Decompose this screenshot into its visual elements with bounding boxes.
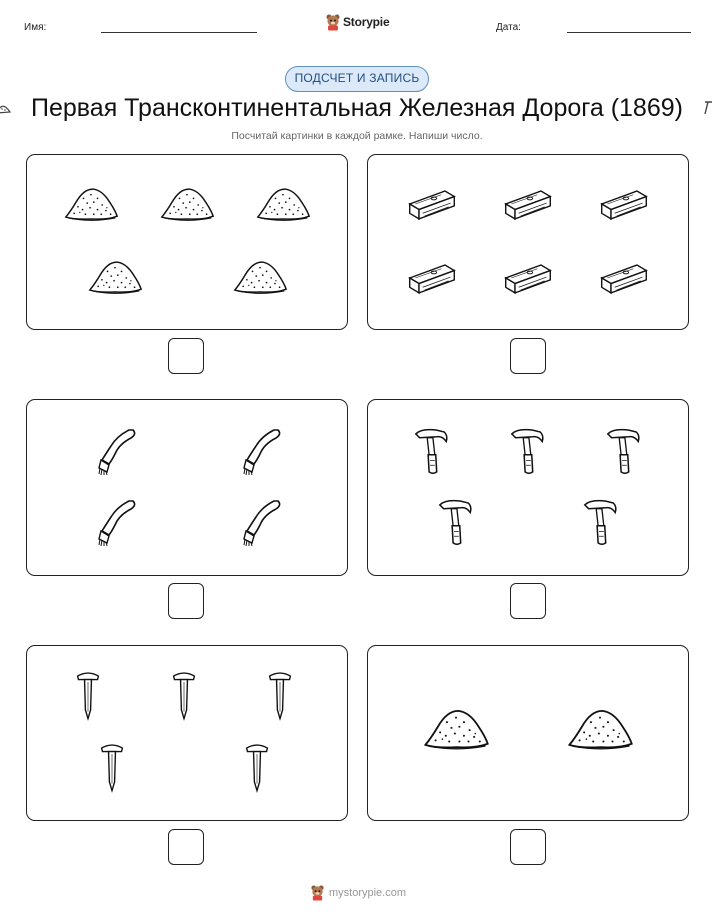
railroad-spike-icon <box>267 668 293 724</box>
date-line[interactable] <box>567 32 691 33</box>
gravel-pile-icon <box>566 706 634 752</box>
hammer-icon <box>436 497 474 547</box>
answer-box-1[interactable] <box>168 338 204 374</box>
name-line[interactable] <box>101 32 257 33</box>
wooden-tie-icon <box>598 185 650 223</box>
gravel-pile-icon <box>255 185 311 223</box>
wooden-tie-icon <box>598 259 650 297</box>
count-panel-gravel-2 <box>367 645 689 821</box>
wooden-tie-icon <box>406 259 458 297</box>
railroad-spike-icon <box>75 668 101 724</box>
logo-text: Storypie <box>343 15 390 29</box>
footer <box>310 884 406 901</box>
gravel-pile-icon <box>422 706 490 752</box>
gravel-pile-icon <box>232 258 288 296</box>
date-label: Дата: <box>496 22 521 33</box>
count-panel-handles-4 <box>26 399 348 576</box>
count-panel-gravel-5 <box>26 154 348 330</box>
hammer-icon <box>604 426 642 476</box>
storypie-mascot-icon <box>310 884 325 901</box>
pickaxe-handle-icon <box>234 426 284 476</box>
activity-badge: ПОДСЧЕТ И ЗАПИСЬ <box>285 66 429 92</box>
name-label: Имя: <box>24 22 47 33</box>
hammer-icon <box>412 426 450 476</box>
hammer-icon <box>508 426 546 476</box>
pickaxe-handle-icon <box>234 497 284 547</box>
answer-box-4[interactable] <box>510 583 546 619</box>
gravel-pile-icon <box>159 185 215 223</box>
answer-box-2[interactable] <box>510 338 546 374</box>
count-panel-spikes-5 <box>26 645 348 821</box>
railroad-spike-icon <box>171 668 197 724</box>
page-title: Первая Трансконтинентальная Железная Дорога (1869) <box>31 94 683 122</box>
wooden-tie-icon <box>406 185 458 223</box>
gravel-pile-icon <box>87 258 143 296</box>
answer-box-5[interactable] <box>168 829 204 865</box>
count-panel-hammers-5 <box>367 399 689 576</box>
storypie-mascot-icon <box>325 13 341 31</box>
gravel-pile-icon <box>63 185 119 223</box>
railroad-spike-icon <box>244 740 270 796</box>
pickaxe-handle-icon <box>89 497 139 547</box>
count-panel-ties-6 <box>367 154 689 330</box>
storypie-logo <box>325 13 389 31</box>
answer-box-6[interactable] <box>510 829 546 865</box>
hammer-deco-icon <box>702 98 714 116</box>
wooden-tie-icon <box>502 185 554 223</box>
pickaxe-handle-icon <box>89 426 139 476</box>
instructions: Посчитай картинки в каждой рамке. Напиши число. <box>231 130 483 142</box>
answer-box-3[interactable] <box>168 583 204 619</box>
railroad-spike-icon <box>99 740 125 796</box>
wooden-tie-icon <box>502 259 554 297</box>
hammer-icon <box>581 497 619 547</box>
footer-site[interactable]: mystorypie.com <box>329 886 407 899</box>
